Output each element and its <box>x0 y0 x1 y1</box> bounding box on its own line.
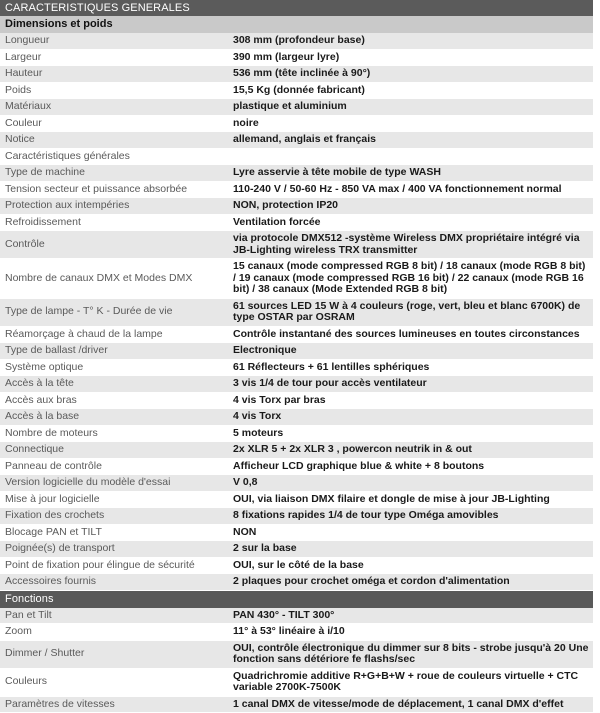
table-row <box>0 231 593 259</box>
spec-value: Quadrichromie additive R+G+B+W + roue de couleurs virtuelle + CTC variable 2700K-7500K <box>229 669 593 696</box>
spec-value: V 0,8 <box>229 475 593 491</box>
table-row <box>0 492 593 509</box>
spec-value: Ventilation forcée <box>229 215 593 231</box>
spec-value: 8 fixations rapides 1/4 de tour type Oméga amovibles <box>229 508 593 524</box>
table-row <box>0 83 593 100</box>
spec-label: Tension secteur et puissance absorbée <box>0 182 229 198</box>
spec-value: 61 Réflecteurs + 61 lentilles sphériques <box>229 360 593 376</box>
spec-value: noire <box>229 116 593 132</box>
table-row <box>0 475 593 492</box>
spec-label: Mise à jour logicielle <box>0 492 229 508</box>
spec-label: Dimmer / Shutter <box>0 641 229 668</box>
spec-value: 390 mm (largeur lyre) <box>229 50 593 66</box>
spec-label: Blocage PAN et TILT <box>0 525 229 541</box>
spec-label: Pan et Tilt <box>0 608 229 624</box>
page-title: CARACTERISTIQUES GENERALES <box>0 0 593 16</box>
table-row <box>0 697 593 713</box>
table-row <box>0 50 593 67</box>
spec-value <box>229 149 593 165</box>
spec-label: Poids <box>0 83 229 99</box>
table-row <box>0 360 593 377</box>
spec-label: Zoom <box>0 624 229 640</box>
spec-label: Hauteur <box>0 66 229 82</box>
table-row <box>0 409 593 426</box>
spec-label: Largeur <box>0 50 229 66</box>
spec-value: 3 vis 1/4 de tour pour accès ventilateur <box>229 376 593 392</box>
table-row <box>0 327 593 344</box>
spec-label: Système optique <box>0 360 229 376</box>
table-row <box>0 541 593 558</box>
table-row <box>0 66 593 83</box>
table-row <box>0 525 593 542</box>
spec-label: Paramètres de vitesses <box>0 697 229 713</box>
section-heading-dimensions: Dimensions et poids <box>0 16 593 33</box>
spec-label: Contrôle <box>0 231 229 258</box>
table-row <box>0 198 593 215</box>
table-row <box>0 442 593 459</box>
spec-value: 61 sources LED 15 W à 4 couleurs (roge, vert, bleu et blanc 6700K) de type OSTAR par OSRAM <box>229 299 593 326</box>
table-row <box>0 132 593 149</box>
spec-label: Caractéristiques générales <box>0 149 229 165</box>
table-row <box>0 641 593 669</box>
spec-label: Accès à la tête <box>0 376 229 392</box>
table-row <box>0 426 593 443</box>
spec-table <box>0 33 593 591</box>
spec-label: Panneau de contrôle <box>0 459 229 475</box>
spec-label: Point de fixation pour élingue de sécurité <box>0 558 229 574</box>
table-row <box>0 669 593 697</box>
table-row <box>0 343 593 360</box>
spec-value: 5 moteurs <box>229 426 593 442</box>
spec-value: 4 vis Torx par bras <box>229 393 593 409</box>
table-row <box>0 33 593 50</box>
table-row <box>0 624 593 641</box>
table-row <box>0 99 593 116</box>
spec-label: Réamorçage à chaud de la lampe <box>0 327 229 343</box>
spec-label: Type de machine <box>0 165 229 181</box>
spec-value: allemand, anglais et français <box>229 132 593 148</box>
spec-value: OUI, contrôle électronique du dimmer sur 8 bits - strobe jusqu'à 20 Une fonction sans détériore fe flashs/sec <box>229 641 593 668</box>
spec-value: Electronique <box>229 343 593 359</box>
spec-value: 15 canaux (mode compressed RGB 8 bit) / 18 canaux (mode RGB 8 bit) / 19 canaux (mode compressed RGB 16 bit) / 22 canaux (mode RGB 16 bit) / 38 canaux (Mode Extended RGB 8 bit) <box>229 259 593 298</box>
spec-label: Nombre de canaux DMX et Modes DMX <box>0 259 229 298</box>
table-row <box>0 215 593 232</box>
table-row <box>0 608 593 625</box>
spec-label: Refroidissement <box>0 215 229 231</box>
spec-value: 110-240 V / 50-60 Hz - 850 VA max / 400 VA fonctionnement normal <box>229 182 593 198</box>
table-row <box>0 574 593 591</box>
spec-label: Type de ballast /driver <box>0 343 229 359</box>
spec-label: Connectique <box>0 442 229 458</box>
spec-label: Nombre de moteurs <box>0 426 229 442</box>
spec-value: 1 canal DMX de vitesse/mode de déplacement, 1 canal DMX d'effet <box>229 697 593 713</box>
table-row <box>0 299 593 327</box>
spec-label: Protection aux intempéries <box>0 198 229 214</box>
spec-value: Contrôle instantané des sources lumineuses en toutes circonstances <box>229 327 593 343</box>
table-row <box>0 182 593 199</box>
spec-value: 536 mm (tête inclinée à 90°) <box>229 66 593 82</box>
spec-value: OUI, sur le côté de la base <box>229 558 593 574</box>
spec-label: Couleurs <box>0 669 229 696</box>
table-row <box>0 259 593 299</box>
table-row <box>0 165 593 182</box>
spec-label: Accessoires fournis <box>0 574 229 590</box>
spec-label: Fixation des crochets <box>0 508 229 524</box>
spec-value: PAN 430° - TILT 300° <box>229 608 593 624</box>
spec-label: Version logicielle du modèle d'essai <box>0 475 229 491</box>
spec-label: Matériaux <box>0 99 229 115</box>
spec-value: 15,5 Kg (donnée fabricant) <box>229 83 593 99</box>
spec-value: 308 mm (profondeur base) <box>229 33 593 49</box>
table-row <box>0 393 593 410</box>
section-heading-fonctions: Fonctions <box>0 591 593 608</box>
spec-value: 11° à 53° linéaire à i/10 <box>229 624 593 640</box>
spec-value: via protocole DMX512 -système Wireless DMX propriétaire intégré via JB-Lighting wireless TRX transmitter <box>229 231 593 258</box>
spec-value: 2 plaques pour crochet oméga et cordon d'alimentation <box>229 574 593 590</box>
spec-value: NON <box>229 525 593 541</box>
spec-value: 4 vis Torx <box>229 409 593 425</box>
spec-value: NON, protection IP20 <box>229 198 593 214</box>
spec-label: Type de lampe - T° K - Durée de vie <box>0 299 229 326</box>
table-row <box>0 376 593 393</box>
fonctions-table <box>0 608 593 713</box>
table-row <box>0 149 593 166</box>
table-row <box>0 558 593 575</box>
spec-label: Accès à la base <box>0 409 229 425</box>
spec-value: Afficheur LCD graphique blue & white + 8 boutons <box>229 459 593 475</box>
spec-label: Accès aux bras <box>0 393 229 409</box>
spec-value: OUI, via liaison DMX filaire et dongle de mise à jour JB-Lighting <box>229 492 593 508</box>
spec-value: 2 sur la base <box>229 541 593 557</box>
table-row <box>0 508 593 525</box>
table-row <box>0 116 593 133</box>
table-row <box>0 459 593 476</box>
spec-label: Notice <box>0 132 229 148</box>
spec-label: Longueur <box>0 33 229 49</box>
spec-value: 2x XLR 5 + 2x XLR 3 , powercon neutrik in & out <box>229 442 593 458</box>
spec-value: plastique et aluminium <box>229 99 593 115</box>
spec-label: Poignée(s) de transport <box>0 541 229 557</box>
spec-label: Couleur <box>0 116 229 132</box>
spec-value: Lyre asservie à tête mobile de type WASH <box>229 165 593 181</box>
